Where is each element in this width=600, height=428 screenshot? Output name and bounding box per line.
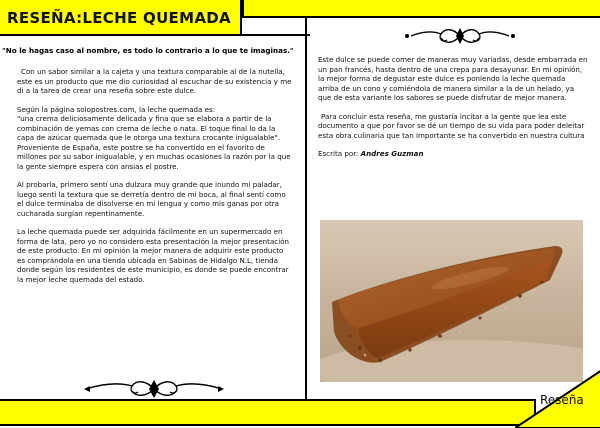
author-line (318, 149, 588, 159)
paragraph-origin: Proveniente de España, este postre se ha convertido en el favorito de millones por su sabor inigualable, y en muchas ocasiones la razón por la que la gente siempre espera con ansias el postre. (17, 142, 291, 171)
leche-quemada-slice-image (320, 220, 583, 382)
top-accent-bar (242, 0, 600, 18)
paragraph-intro: Con un sabor similar a la cajeta y una textura comparable al de la nutella, este es un producto que me dio curiosidad al escuchar de su existencia y me di a la tarea de crear una reseña sobre este dulce. (17, 67, 292, 95)
paragraph-source-line: Según la página solopostres.com, la leche quemada es: (17, 104, 216, 114)
right-column (318, 55, 588, 159)
subtitle-quote: "No le hagas caso al nombre, es todo lo contrario a lo que te imaginas." (2, 46, 294, 55)
paragraph-serving: Este dulce se puede comer de maneras muy variadas, desde embarrada en un pan francés, hasta dentro de una crepa para desayunar. En mi opinión, la mejor forma de degustar este dulce es poniendo la leche quemada arriba de un cono y comiéndola de manera similar a la de un helado, ya que de esta variante los sabores se puede disfrutar de mejor manera. (318, 55, 588, 102)
author-name: Andres Guzman (360, 149, 424, 158)
scroll-flourish-icon (405, 22, 515, 50)
author-label: Escrita por: (318, 149, 361, 158)
paragraph-purchase: La leche quemada puede ser adquirida fácilmente en un supermercado en forma de lata, pero yo no considero esta presentación la mejor presentación de este producto. En mi opinión la mejor manera de adquirir este producto es comprándola en una tienda ubicada en Sabinas de Hidalgo N.L, tienda donde según los residentes de este municipio, es donde se puede encontrar la mejor leche quemada del estado. (17, 227, 290, 284)
page-title: RESEÑA:LECHE QUEMADA (7, 9, 231, 27)
left-column (17, 67, 293, 284)
paragraph-tasting: Al probarla, primero sentí una dulzura muy grande que inundo mi paladar, luego sentí la textura que se derretía dentro de mi boca, al final sentí como el dulce terminaba de disolverse en mi lengua y como mis ganas por otra cucharada surgían repentinamente. (17, 180, 286, 218)
section-label: Reseña (540, 393, 584, 407)
paragraph-conclusion: Para concluir esta reseña, me gustaría incitar a la gente que lea este documento a que por favor se dé un tiempo de su vida para poder deleitar esta obra culinaria que tan importante se ha convertido en nuestra cultura (318, 111, 585, 140)
title-underline (240, 34, 310, 36)
dessert-photo (320, 220, 583, 382)
paragraph-source-quote: "una crema deliciosamente delicada y fina que se elabora a partir de la combinación de yemas con crema de leche o nata. El toque final lo da la capa de azúcar quemada que le otorga una textura crocante inigualable". (17, 114, 280, 142)
column-divider (305, 18, 307, 400)
bottom-accent-bar (0, 399, 536, 426)
